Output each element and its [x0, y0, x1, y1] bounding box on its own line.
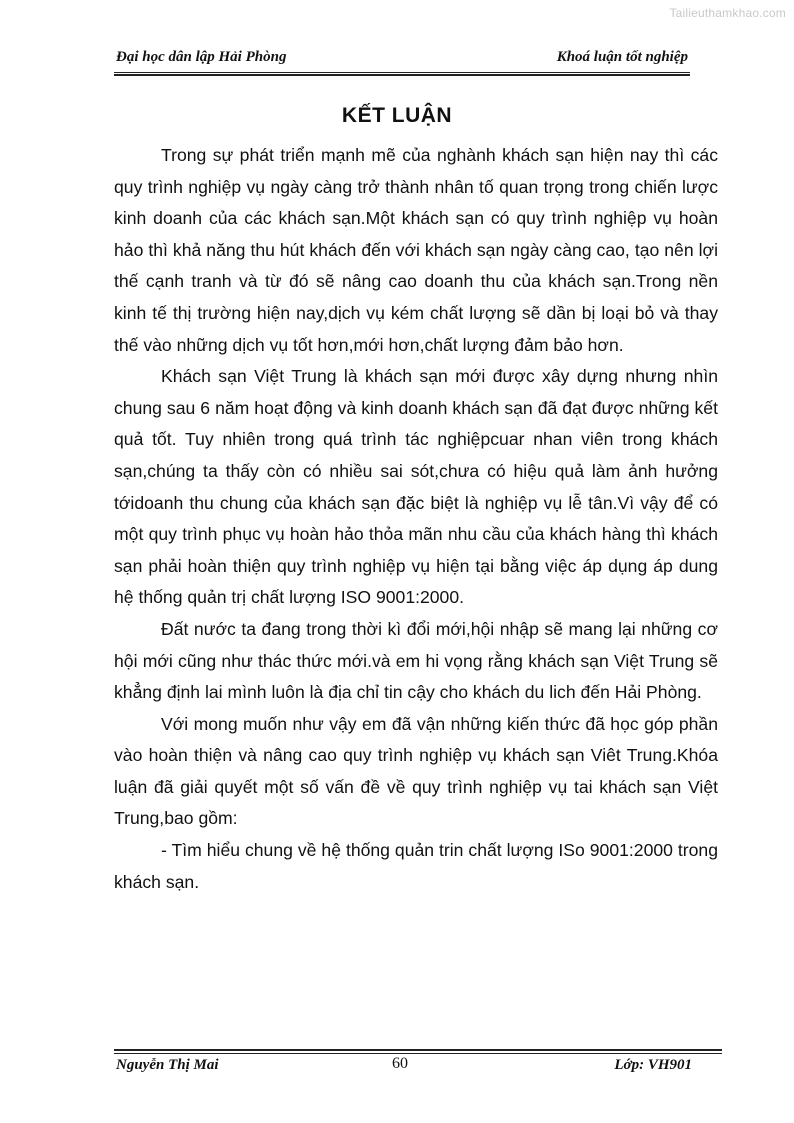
body-text	[114, 140, 718, 898]
page-title: KẾT LUẬN	[341, 104, 453, 127]
watermark-text: Tailieuthamkhao.com	[669, 6, 786, 20]
header-thesis-type: Khoá luận tốt nghiệp	[556, 49, 688, 65]
paragraph: - Tìm hiểu chung về hệ thống quản trin chất lượng ISo 9001:2000 trong khách sạn.	[114, 840, 718, 892]
footer-author: Nguyễn Thị Mai	[116, 1057, 219, 1073]
paragraph: Khách sạn Việt Trung là khách sạn mới được xây dựng nhưng nhìn chung sau 6 năm hoạt động và kinh doanh khách sạn đã đạt được những kết quả tốt. Tuy nhiên trong quá trình tác nghiệpcuar nhan viên trong khách sạn,chúng ta thấy còn có nhiều sai sót,chưa có hiệu quả làm ảnh hưởng tớidoanh thu chung của khách sạn đặc biệt là nghiệp vụ lễ tân.Vì vậy để có một quy trình phục vụ hoàn hảo thỏa mãn nhu cầu của khách hàng thì khách sạn phải hoàn thiện quy trình nghiệp vụ hiện tại bằng việc áp dụng áp dung hệ thống quản trị chất lượng ISO 9001:2000.	[114, 366, 718, 608]
header-university: Đại học dân lập Hải Phòng	[116, 49, 287, 65]
paragraph: Trong sự phát triển mạnh mẽ của nghành khách sạn hiện nay thì các quy trình nghiệp vụ ngày càng trở thành nhân tố quan trọng trong chiến lược kinh doanh của các khách sạn.Một khách sạn có quy trình nghiệp vụ hoàn hảo thì khả năng thu hút khách đến với khách sạn ngày càng cao, tạo nên lợi thế cạnh tranh và từ đó sẽ nâng cao doanh thu của khách sạn.Trong nền kinh tế thị trường hiện nay,dịch vụ kém chất lượng sẽ dần bị loại bỏ và thay thế vào những dịch vụ tốt hơn,mới hơn,chất lượng đảm bảo hơn.	[114, 145, 718, 355]
page-footer	[114, 1049, 722, 1081]
page-header	[114, 46, 690, 73]
footer-class: Lớp: VH901	[614, 1057, 692, 1073]
paragraph: Đất nước ta đang trong thời kì đổi mới,hội nhập sẽ mang lại những cơ hội mới cũng như thác thức mới.và em hi vọng rằng khách sạn Việt Trung sẽ khẳng định lai mình luôn là địa chỉ tin cậy cho khách du lich đến Hải Phòng.	[114, 618, 718, 703]
page-number: 60	[392, 1055, 408, 1072]
paragraph: Với mong muốn như vậy em đã vận những kiến thức đã học góp phần vào hoàn thiện và nâng cao quy trình nghiệp vụ khách sạn Viêt Trung.Khóa luận đã giải quyết một số vấn đề về quy trình nghiệp vụ tai khách sạn Việt Trung,bao gồm:	[114, 713, 718, 829]
